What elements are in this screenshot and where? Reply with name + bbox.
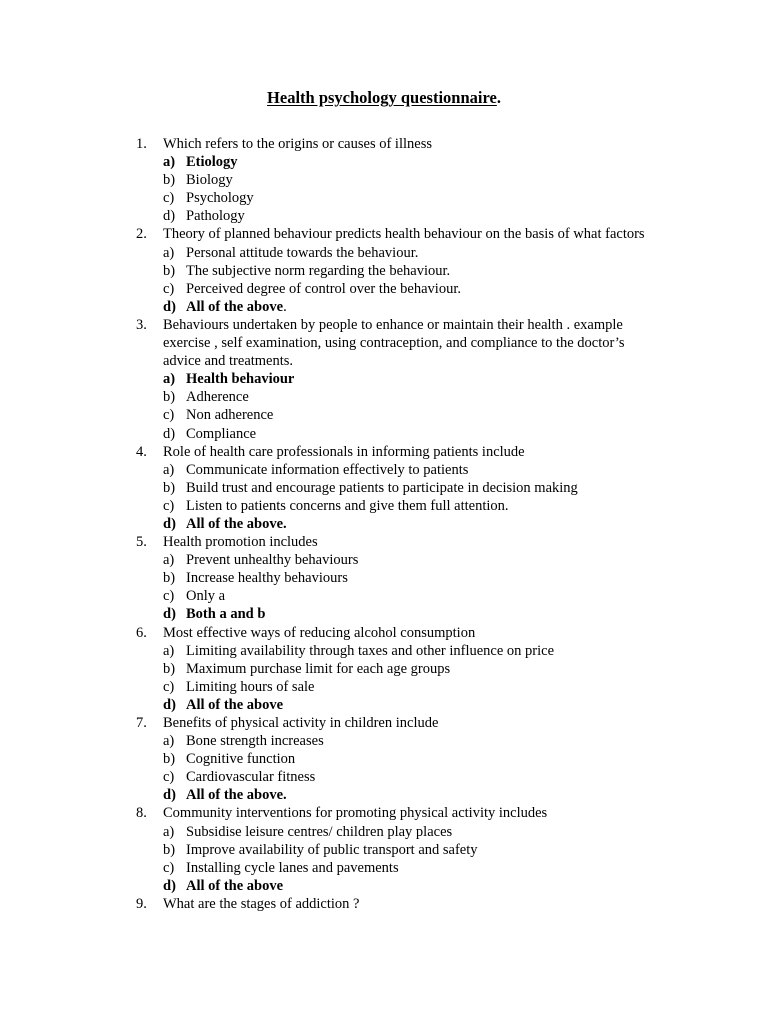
- option-text: All of the above: [186, 696, 284, 713]
- answer-option: [163, 171, 656, 189]
- answer-option-correct: [163, 696, 656, 714]
- option-text: Both a and b: [186, 606, 266, 623]
- option-text: Improve availability of public transport and safety: [186, 841, 478, 858]
- answer-option: [163, 587, 656, 605]
- answer-option: [163, 262, 656, 280]
- option-text: Biology: [186, 172, 233, 189]
- question-item: [136, 895, 656, 913]
- question-number: 2.: [136, 226, 147, 243]
- page-title-period: .: [496, 88, 501, 107]
- option-letter: a): [163, 371, 176, 388]
- option-text: Bone strength increases: [186, 733, 324, 750]
- option-letter: d): [163, 606, 176, 623]
- option-letter: a): [163, 461, 175, 478]
- option-letter: c): [163, 190, 175, 207]
- question-text: Most effective ways of reducing alcohol consumption: [163, 624, 476, 641]
- answer-option-correct: [163, 153, 656, 171]
- option-letter: d): [163, 298, 176, 315]
- answer-option: [163, 642, 656, 660]
- question-text: Behaviours undertaken by people to enhance or maintain their health . example exercise , self examination, using contraception, and compliance to the doctor’s advice and treatments.: [163, 316, 625, 370]
- option-letter: a): [163, 733, 175, 750]
- option-text: Health behaviour: [186, 371, 295, 388]
- option-text: Adherence: [186, 389, 249, 406]
- answer-option: [163, 497, 656, 515]
- answer-option: [163, 823, 656, 841]
- answer-option: [163, 388, 656, 406]
- option-letter: b): [163, 841, 176, 858]
- option-text: Personal attitude towards the behaviour.: [186, 244, 419, 261]
- question-text: Community interventions for promoting physical activity includes: [163, 805, 548, 822]
- answer-option: [163, 425, 656, 443]
- option-letter: c): [163, 769, 175, 786]
- option-text: All of the above.: [186, 515, 287, 532]
- question-item: [136, 316, 656, 443]
- answer-option: [163, 551, 656, 569]
- question-text: Health promotion includes: [163, 534, 318, 551]
- answer-option-correct: [163, 515, 656, 533]
- option-letter: a): [163, 154, 176, 171]
- question-number: 5.: [136, 534, 147, 551]
- question-number: 6.: [136, 624, 147, 641]
- answer-option: [163, 732, 656, 750]
- option-suffix: .: [283, 298, 287, 315]
- option-letter: d): [163, 877, 176, 894]
- question-number: 3.: [136, 316, 147, 333]
- question-list: [136, 135, 656, 913]
- option-letter: b): [163, 570, 176, 587]
- answer-option: [163, 841, 656, 859]
- option-text: Cardiovascular fitness: [186, 769, 316, 786]
- option-letter: c): [163, 280, 175, 297]
- answer-option-correct: [163, 786, 656, 804]
- answer-option: [163, 280, 656, 298]
- question-number: 1.: [136, 136, 147, 152]
- option-text: Perceived degree of control over the behaviour.: [186, 280, 461, 297]
- option-letter: a): [163, 552, 175, 569]
- answer-option: [163, 244, 656, 262]
- option-text: All of the above: [186, 877, 284, 894]
- page-title-text: Health psychology questionnaire: [267, 88, 497, 107]
- option-letter: d): [163, 208, 176, 225]
- question-text: Theory of planned behaviour predicts health behaviour on the basis of what factors: [163, 226, 645, 243]
- option-letter: c): [163, 407, 175, 424]
- option-text: Non adherence: [186, 407, 274, 424]
- option-letter: d): [163, 425, 176, 442]
- answer-option: [163, 406, 656, 424]
- answer-option: [163, 678, 656, 696]
- option-letter: b): [163, 479, 176, 496]
- option-text: Limiting availability through taxes and other influence on price: [186, 642, 555, 659]
- option-letter: d): [163, 696, 176, 713]
- option-letter: a): [163, 244, 175, 261]
- answer-option-correct: [163, 877, 656, 895]
- option-letter: d): [163, 787, 176, 804]
- question-number: 4.: [136, 443, 147, 460]
- answer-option: [163, 750, 656, 768]
- option-text: Etiology: [186, 154, 238, 171]
- answer-option: [163, 660, 656, 678]
- answer-option: [163, 461, 656, 479]
- answer-option: [163, 768, 656, 786]
- option-text: All of the above.: [186, 787, 287, 804]
- option-letter: b): [163, 172, 176, 189]
- option-text: Limiting hours of sale: [186, 678, 315, 695]
- answer-option-correct: [163, 370, 656, 388]
- option-text: Cognitive function: [186, 751, 296, 768]
- option-text: The subjective norm regarding the behaviour.: [186, 262, 451, 279]
- page-title: [0, 87, 768, 109]
- option-text: Only a: [186, 588, 226, 605]
- question-item: [136, 714, 656, 804]
- option-letter: b): [163, 660, 176, 677]
- option-text: Pathology: [186, 208, 245, 225]
- question-text: Which refers to the origins or causes of illness: [163, 136, 432, 152]
- option-letter: c): [163, 678, 175, 695]
- option-letter: b): [163, 389, 176, 406]
- answer-option-correct: [163, 298, 656, 316]
- option-text: Increase healthy behaviours: [186, 570, 348, 587]
- option-text: Communicate information effectively to patients: [186, 461, 469, 478]
- option-letter: a): [163, 823, 175, 840]
- question-text: Benefits of physical activity in children include: [163, 715, 439, 731]
- answer-option-correct: [163, 605, 656, 623]
- answer-option: [163, 569, 656, 587]
- question-item: [136, 624, 656, 714]
- question-number: 9.: [136, 895, 147, 912]
- option-letter: d): [163, 515, 176, 532]
- option-letter: b): [163, 751, 176, 768]
- option-text: Build trust and encourage patients to participate in decision making: [186, 479, 578, 496]
- question-item: [136, 443, 656, 533]
- answer-option: [163, 859, 656, 877]
- option-letter: a): [163, 642, 175, 659]
- question-item: [136, 533, 656, 623]
- option-letter: b): [163, 262, 176, 279]
- option-text: Prevent unhealthy behaviours: [186, 552, 359, 569]
- question-text: Role of health care professionals in informing patients include: [163, 443, 525, 460]
- answer-option: [163, 479, 656, 497]
- question-item: [136, 225, 656, 315]
- option-text: All of the above: [186, 298, 284, 315]
- question-number: 8.: [136, 805, 147, 822]
- option-text: Compliance: [186, 425, 257, 442]
- answer-option: [163, 207, 656, 225]
- option-text: Psychology: [186, 190, 254, 207]
- option-letter: c): [163, 859, 175, 876]
- question-number: 7.: [136, 715, 147, 731]
- option-text: Installing cycle lanes and pavements: [186, 859, 399, 876]
- option-text: Listen to patients concerns and give them full attention.: [186, 497, 509, 514]
- question-item: [136, 804, 656, 894]
- option-letter: c): [163, 588, 175, 605]
- option-text: Subsidise leisure centres/ children play places: [186, 823, 453, 840]
- question-text: What are the stages of addiction ?: [163, 895, 360, 912]
- option-letter: c): [163, 497, 175, 514]
- answer-option: [163, 189, 656, 207]
- option-text: Maximum purchase limit for each age groups: [186, 660, 451, 677]
- question-item: [136, 135, 656, 225]
